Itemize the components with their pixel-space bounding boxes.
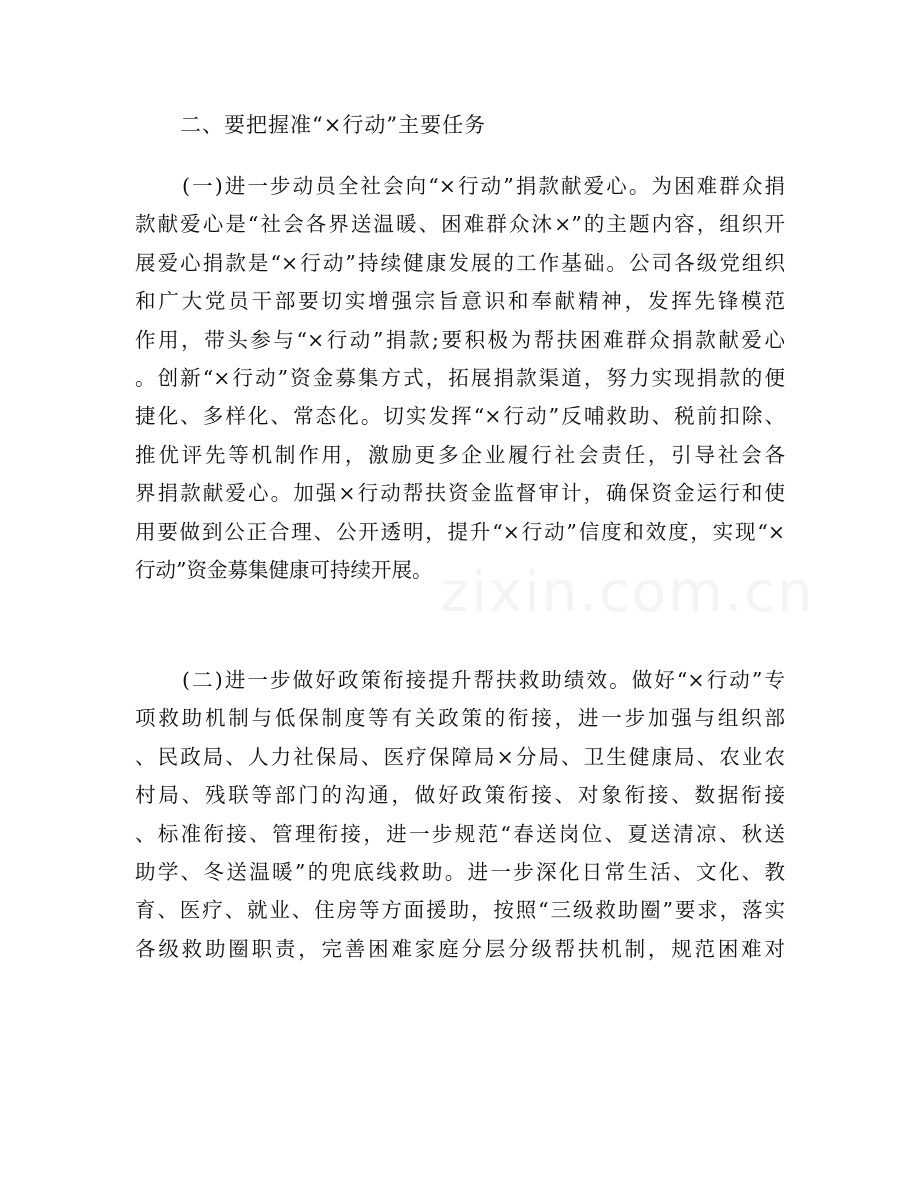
paragraph-line: 各级救助圈职责，完善困难家庭分层分级帮扶机制，规范困难对 <box>135 936 785 961</box>
paragraph-2 <box>135 661 785 968</box>
paragraph-line: 助学、冬送温暖”的兜底线救助。进一步深化日常生活、文化、教 <box>135 859 785 884</box>
paragraph-line: 。创新“×行动”资金募集方式，拓展捐款渠道，努力实现捐款的便 <box>135 365 785 390</box>
paragraph-1 <box>135 167 785 589</box>
paragraph-line: 育、医疗、就业、住房等方面援助，按照“三级救助圈”要求，落实 <box>135 898 785 923</box>
paragraph-line: 行动”资金募集健康可持续开展。 <box>135 557 433 582</box>
paragraph-line: 村局、残联等部门的沟通，做好政策衔接、对象衔接、数据衔接 <box>135 783 785 808</box>
paragraph-line: 用要做到公正合理、公开透明，提升“×行动”信度和效度，实现“× <box>135 519 785 544</box>
paragraph-line: 项救助机制与低保制度等有关政策的衔接，进一步加强与组织部 <box>135 706 785 731</box>
paragraph-line: 款献爱心是“社会各界送温暖、困难群众沐×”的主题内容，组织开 <box>135 212 785 237</box>
paragraph-line: 展爱心捐款是“×行动”持续健康发展的工作基础。公司各级党组织 <box>135 250 785 275</box>
paragraph-line: 界捐款献爱心。加强×行动帮扶资金监督审计，确保资金运行和使 <box>135 481 785 506</box>
paragraph-line: 推优评先等机制作用，激励更多企业履行社会责任，引导社会各 <box>135 442 785 467</box>
section-heading: 二、要把握准“×行动”主要任务 <box>180 113 487 137</box>
paragraph-line: 、民政局、人力社保局、医疗保障局×分局、卫生健康局、农业农 <box>135 744 785 769</box>
paragraph-line: (二)进一步做好政策衔接提升帮扶救助绩效。做好“×行动”专 <box>182 668 785 692</box>
paragraph-line: 、标准衔接、管理衔接，进一步规范“春送岗位、夏送清凉、秋送 <box>135 821 785 846</box>
paragraph-line: 和广大党员干部要切实增强宗旨意识和奉献精神，发挥先锋模范 <box>135 289 785 314</box>
paragraph-line: 作用，带头参与“×行动”捐款;要积极为帮扶困难群众捐款献爱心 <box>135 327 785 352</box>
paragraph-line: 捷化、多样化、常态化。切实发挥“×行动”反哺救助、税前扣除、 <box>135 404 785 429</box>
paragraph-line: (一)进一步动员全社会向“×行动”捐款献爱心。为困难群众捐 <box>182 174 785 198</box>
watermark: zixin.com.cn <box>440 560 815 625</box>
